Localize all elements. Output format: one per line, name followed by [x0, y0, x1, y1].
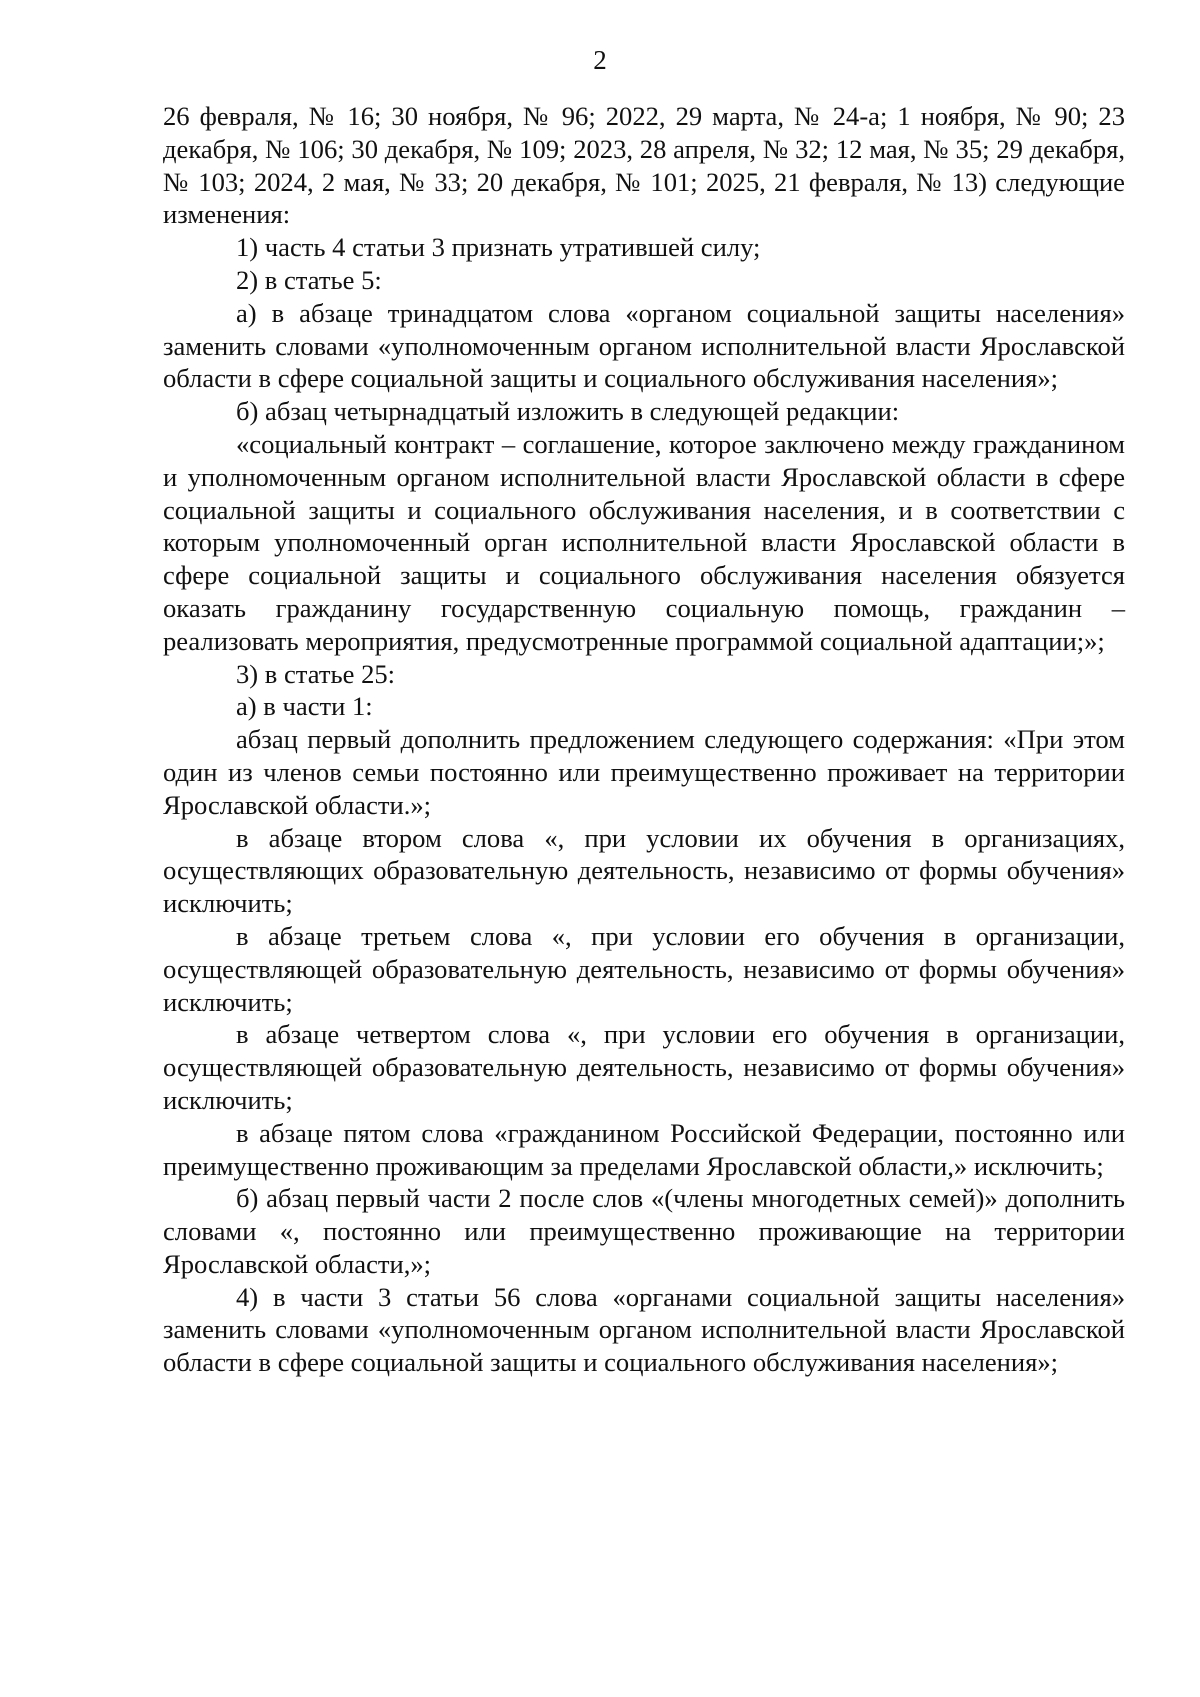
paragraph: в абзаце четвертом слова «, при условии его обучения в организации, осуществляющей образовательную деятельность, независимо от формы обучения» исключить;	[163, 1019, 1125, 1115]
paragraph: «социальный контракт – соглашение, которое заключено между гражданином и уполномоченным органом исполнительной власти Ярославской области в сфере социальной защиты и социального обслуживания населения, и в соответствии с которым уполномоченный орган исполнительной власти Ярославской области в сфере социальной защиты и социального обслуживания населения обязуется оказать гражданину государственную социальную помощь, гражданин – реализовать мероприятия, предусмотренные программой социальной адаптации;»;	[163, 428, 1125, 656]
paragraph: 2) в статье 5:	[236, 264, 382, 295]
paragraph: б) абзац первый части 2 после слов «(члены многодетных семей)» дополнить словами «, постоянно или преимущественно проживающие на территории Ярославской области,»;	[163, 1183, 1125, 1279]
paragraph: абзац первый дополнить предложением следующего содержания: «При этом один из членов семьи постоянно или преимущественно проживает на территории Ярославской области.»;	[163, 724, 1125, 820]
paragraph: б) абзац четырнадцатый изложить в следующей редакции:	[236, 396, 900, 427]
paragraph: 1) часть 4 статьи 3 признать утратившей силу;	[236, 232, 761, 263]
paragraph: в абзаце втором слова «, при условии их обучения в организациях, осуществляющих образовательную деятельность, независимо от формы обучения» исключить;	[163, 822, 1125, 919]
paragraph: 26 февраля, № 16; 30 ноября, № 96; 2022, 29 марта, № 24-а; 1 ноября, № 90; 23 декабря, № 106; 30 декабря, № 109; 2023, 28 апреля, № 32; 12 мая, № 35; 29 декабря, № 103; 2024, 2 мая, № 33; 20 декабря, № 101; 2025, 21 февраля, № 13) следующие изменения:	[163, 101, 1125, 230]
paragraph: в абзаце третьем слова «, при условии его обучения в организации, осуществляющей образовательную деятельность, независимо от формы обучения» исключить;	[163, 920, 1125, 1017]
paragraph: а) в части 1:	[236, 691, 373, 722]
paragraph: в абзаце пятом слова «гражданином Российской Федерации, постоянно или преимущественно проживающим за пределами Ярославской области,» исключить;	[163, 1117, 1125, 1181]
page-number: 2	[593, 45, 607, 75]
paragraph: а) в абзаце тринадцатом слова «органом социальной защиты населения» заменить словами «уполномоченным органом исполнительной власти Ярославской области в сфере социальной защиты и социального обслуживания населения»;	[163, 297, 1125, 394]
paragraph: 3) в статье 25:	[236, 658, 396, 689]
paragraph: 4) в части 3 статьи 56 слова «органами социальной защиты населения» заменить словами «уполномоченным органом исполнительной власти Ярославской области в сфере социальной защиты и социального обслуживания населения»;	[163, 1281, 1125, 1378]
document-body	[163, 100, 1125, 1379]
